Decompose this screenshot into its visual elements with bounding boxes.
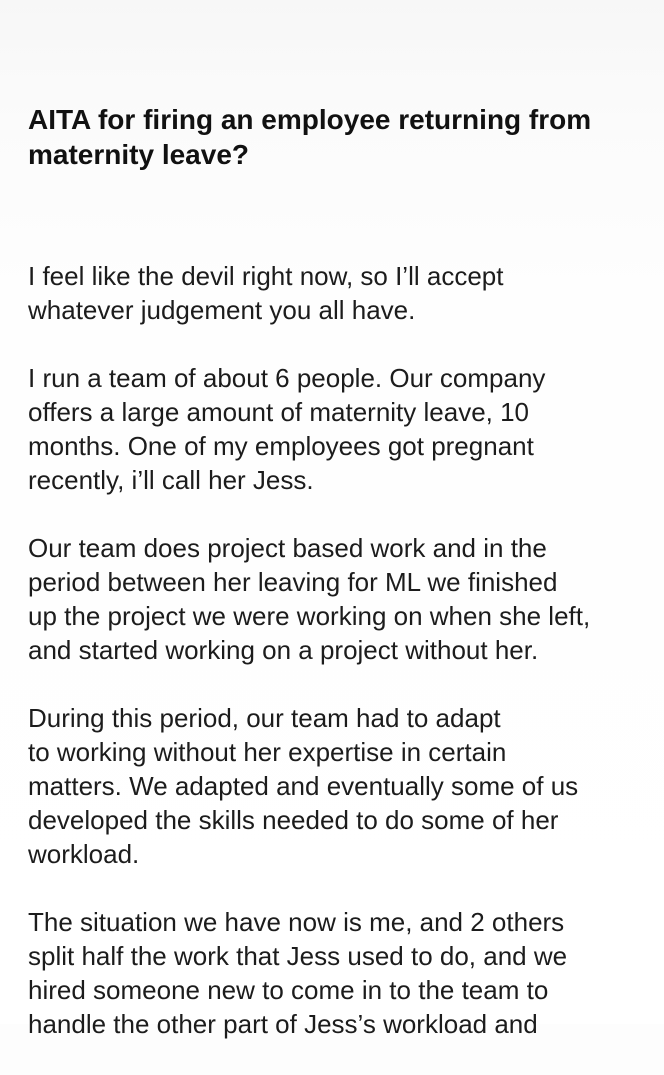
- post-paragraph: Our team does project based work and in the period between her leaving for ML we finished up the project we were working on when she left, and started working on a project without her.: [28, 533, 591, 665]
- post-paragraph: The situation we have now is me, and 2 others split half the work that Jess used to do, and we hired someone new to come in to the team to handle the other part of Jess’s workload and: [28, 907, 568, 1039]
- post-title: AITA for firing an employee returning from maternity leave?: [28, 104, 592, 170]
- post-paragraph: I feel like the devil right now, so I’ll accept whatever judgement you all have.: [28, 261, 504, 325]
- post-body: [28, 259, 658, 1075]
- post-paragraph: During this period, our team had to adapt to working without her expertise in certain matters. We adapted and eventually some of us developed the skills needed to do some of her workload.: [28, 703, 579, 869]
- post-paragraph: I run a team of about 6 people. Our company offers a large amount of maternity leave, 10 months. One of my employees got pregnant recently, i’ll call her Jess.: [28, 363, 546, 495]
